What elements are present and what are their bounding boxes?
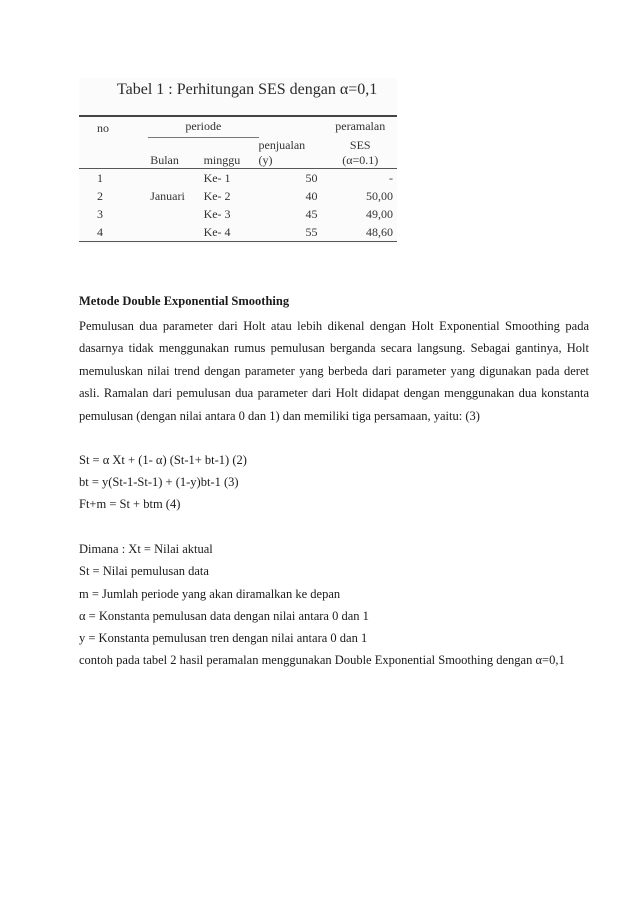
table-figure bbox=[79, 78, 397, 244]
equation-bt: bt = y(St-1-St-1) + (1-y)bt-1 (3) bbox=[79, 475, 239, 489]
definition-alpha: α = Konstanta pemulusan data dengan nilai antara 0 dan 1 bbox=[79, 609, 369, 623]
table-caption: Tabel 1 : Perhitungan SES dengan α=0,1 bbox=[117, 81, 378, 98]
definition-m: m = Jumlah periode yang akan diramalkan ke depan bbox=[79, 587, 341, 601]
header-bulan: Bulan bbox=[148, 153, 201, 169]
cell-peramalan: 50,00 bbox=[366, 188, 393, 203]
cell-peramalan: 49,00 bbox=[366, 206, 393, 221]
header-minggu: minggu bbox=[202, 153, 259, 169]
cell-no: 3 bbox=[97, 206, 103, 221]
cell-penjualan: 45 bbox=[305, 206, 318, 221]
body-paragraph: Pemulusan dua parameter dari Holt atau lebih dikenal dengan Holt Exponential Smoothing pada dasarnya tidak menggunakan rumus pemulusan berganda secara langsung. Sebagai gantinya, Holt memuluskan nilai trend dengan parameter yang berbeda dari parameter yang digunakan pada deret asli. Ramalan dari pemulusan dua parameter dari Holt didapat dengan menggunakan dua konstanta pemulusan (dengan nilai antara 0 dan 1) dan memiliki tiga persamaan, yaitu: (3) bbox=[79, 319, 589, 423]
cell-no: 1 bbox=[97, 170, 103, 185]
definition-y: y = Konstanta pemulusan tren dengan nilai antara 0 dan 1 bbox=[79, 631, 368, 645]
header-peramalan-3: (α=0.1) bbox=[323, 153, 397, 169]
table-row bbox=[79, 223, 397, 242]
table-row bbox=[79, 205, 397, 223]
cell-no: 4 bbox=[79, 223, 148, 242]
header-periode: periode bbox=[148, 116, 258, 138]
section-heading: Metode Double Exponential Smoothing bbox=[79, 294, 290, 308]
definition-xt: Dimana : Xt = Nilai aktual bbox=[79, 542, 213, 556]
cell-minggu: Ke- 1 bbox=[203, 170, 231, 185]
cell-bulan: Januari bbox=[150, 188, 185, 203]
cell-peramalan: - bbox=[389, 170, 393, 185]
header-penjualan-1: penjualan bbox=[258, 137, 306, 152]
equation-ftm: Ft+m = St + btm (4) bbox=[79, 497, 181, 511]
header-penjualan-2: (y) bbox=[259, 153, 324, 169]
cell-penjualan: 40 bbox=[305, 188, 318, 203]
table-row bbox=[79, 187, 397, 205]
cell-minggu: Ke- 2 bbox=[203, 188, 231, 203]
table-row bbox=[79, 168, 397, 187]
equation-st: St = α Xt + (1- α) (St-1+ bt-1) (2) bbox=[79, 453, 247, 467]
definition-st: St = Nilai pemulusan data bbox=[79, 564, 209, 578]
cell-minggu: Ke- 4 bbox=[202, 223, 259, 242]
cell-peramalan: 48,60 bbox=[323, 223, 397, 242]
cell-minggu: Ke- 3 bbox=[203, 206, 231, 221]
header-peramalan-2: SES bbox=[349, 137, 371, 152]
ses-table bbox=[79, 115, 397, 242]
header-peramalan-1: peramalan bbox=[335, 119, 386, 133]
example-sentence: contoh pada tabel 2 hasil peramalan menggunakan Double Exponential Smoothing dengan α=0,1 bbox=[79, 653, 565, 667]
cell-penjualan: 50 bbox=[305, 170, 318, 185]
cell-penjualan: 55 bbox=[259, 223, 324, 242]
header-no: no bbox=[97, 121, 109, 135]
cell-no: 2 bbox=[97, 188, 103, 203]
